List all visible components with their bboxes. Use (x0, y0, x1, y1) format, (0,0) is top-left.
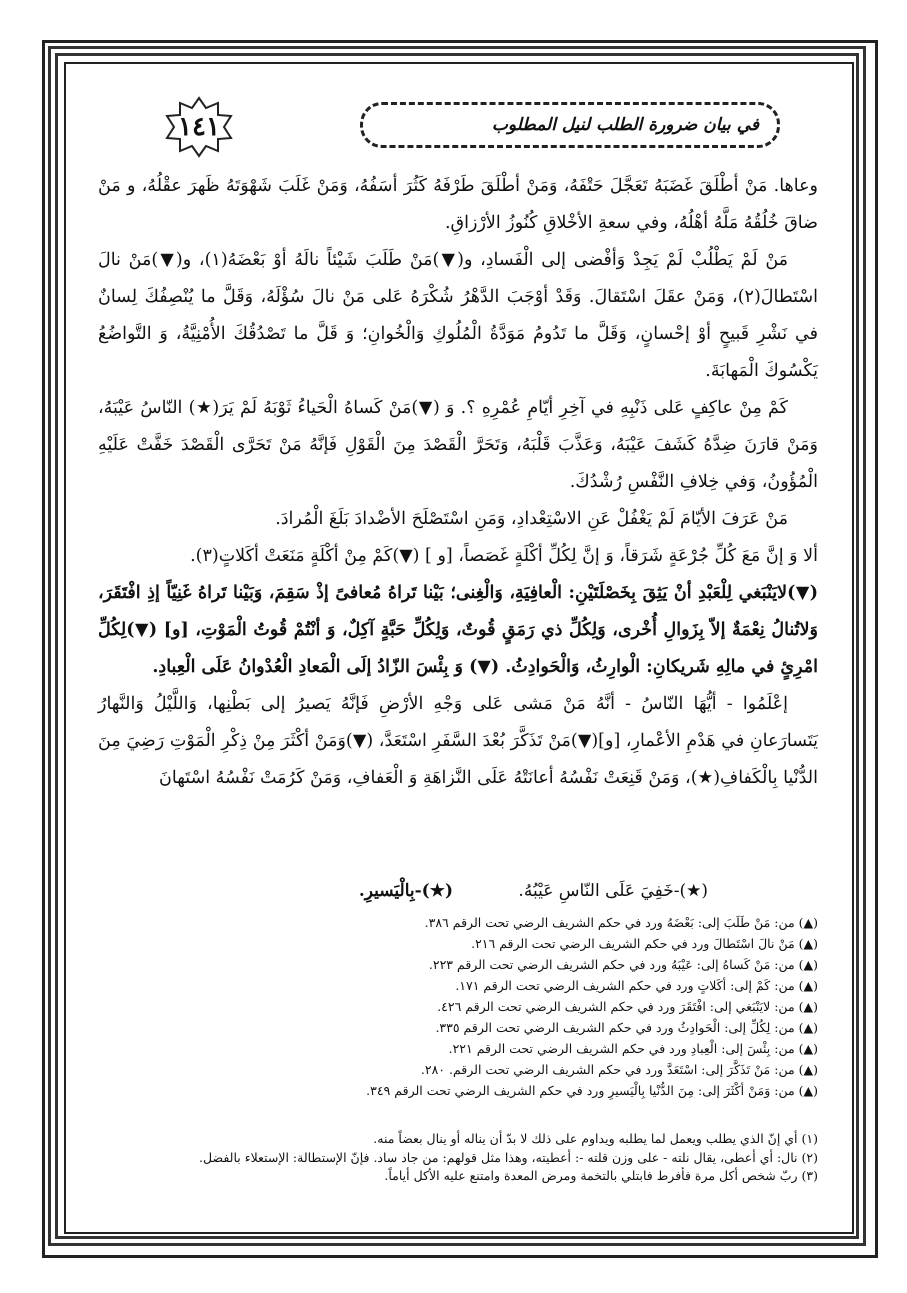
reference-line: (▲) من: بِئْسَ إلى: الْعِبادِ ورد في حكم الشريف الرضي تحت الرقم ٢٢١. (448, 1041, 818, 1056)
paragraph: مَنْ لَمْ يَطْلُبْ لَمْ يَجِدْ وَأفْضى إلى الْفَسادِ، و(▼)مَنْ طَلَبَ شَيْئاً نالَهُ أوْ بَعْضَهُ(١)، و(▼)مَنْ نالَ اسْتَطالَ(٢)، وَمَنْ عقَلَ اسْتَقالَ. وَقَدْ أوْجَبَ الدَّهْرُ شُكْرَهُ عَلى مَنْ نالَ سُؤْلَهُ، وَقَلَّ ما يُنْصِفُكَ لِسانٌ في نَشْرِ قَبيحٍ أوْ إحْسانٍ، وَقَلَّ ما تَدُومُ مَوَدَّةُ الْمُلُوكِ وَالْخُوانِ؛ وَ قَلَّ ما تَصْدُقُكَ الأُمْنِيَّةُ، وَ التَّواضُعُ يَكْسُوكَ الْمَهابَةَ. (98, 250, 818, 381)
footnote: (٣) ربّ شخص أكل مرة فأفرط فابتلي بالتخمة ومرض المعدة وامتنع عليه الأكل أياماً. (384, 1168, 818, 1183)
paragraph: (▼)لايَنْبَغي لِلْعَبْدِ أنْ يَثِقَ بِخَصْلَتَيْنِ: الْعافِيَةِ، وَالْغِنى؛ بَيْنا تَراهُ مُعافىً إذْ سَقِمَ، وَبَيْنا تَراهُ غَنِيّاً إذِ افْتَقَرَ، وَلاتُنالُ نِعْمَةٌ إلاّ بِزَوالِ أُخْرى، وَلِكُلِّ ذي رَمَقٍ قُوتٌ، وَلِكُلِّ حَبَّةٍ آكِلٌ، وَ أنْتُمْ قُوتُ الْمَوْتِ، [و] (▼)لِكُلِّ امْرِئٍ في مالِهِ شَريكانِ: الْوارِثُ، وَالْحَوادِثُ. (▼) وَ بِئْسَ الزّادُ إلَى الْمَعادِ الْعُدْوانُ عَلَى الْعِبادِ. (98, 583, 818, 677)
reference-line: (▲) من: لِكُلِّ إلى: الْحَوادِثُ ورد في حكم الشريف الرضي تحت الرقم ٣٣٥. (435, 1020, 818, 1035)
chapter-title: في بيان ضرورة الطلب لنيل المطلوب (360, 102, 780, 148)
reference-line: (▲) من: لايَنْبَغي إلى: افْتَقَرَ ورد في حكم الشريف الرضي تحت الرقم ٤٢٦. (437, 999, 818, 1014)
reference-line: (▲) من: مَنْ تَذَكَّرَ إلى: اسْتَعَدَّ ورد في حكم الشريف الرضي تحت الرقم. ٢٨٠. (420, 1062, 818, 1077)
reference-line: (▲) مَنْ نالَ اسْتَطالَ ورد في حكم الشريف الرضي تحت الرقم ٢١٦. (471, 936, 818, 951)
reference-line: (▲) من: كَمْ إلى: أكَلاتٍ ورد في حكم الشريف الرضي تحت الرقم ١٧١. (455, 978, 818, 993)
star-notes (98, 878, 818, 904)
paragraph: مَنْ عَرَفَ الأيّامَ لَمْ يَغْفُلْ عَنِ الاسْتِعْدادِ، وَمَنِ اسْتَصْلَحَ الأضْدادَ بَلَغَ الْمُرادَ. (275, 509, 788, 529)
footnote: (٢) نال: أي أعطى، يقال نلته - على وزن قلته -: أعطيته، وهذا مثل قولهم: من جاد ساد. فإنّ الإستطالة: الإستعلاء بالفضل. (199, 1149, 818, 1165)
paragraph: ألا وَ إنَّ مَعَ كُلِّ جُرْعَةٍ شَرَقاً، وَ إنَّ لِكُلِّ أكْلَةٍ غَصَصاً، [و ] (▼)كَمْ مِنْ أكْلَةٍ مَنَعَتْ أكَلاتٍ(٣). (190, 546, 818, 566)
footnotes (98, 1130, 818, 1186)
page-header (150, 96, 780, 158)
footnote: (١) أي إنّ الذي يطلب ويعمل لما يطلبه ويداوم على ذلك لا بدّ أن يناله أو ينال بعضاً منه. (373, 1131, 818, 1146)
source-references (98, 912, 818, 1101)
page-number-badge (160, 96, 238, 158)
reference-line: (▲) من: مَنْ طَلَبَ إلى: بَعْضَهُ ورد في حكم الشريف الرضي تحت الرقم ٣٨٦. (424, 915, 818, 930)
reference-line: (▲) من: مَنْ كَساهُ إلى: عَيْبَهُ ورد في حكم الشريف الرضي تحت الرقم ٢٢٣. (428, 957, 818, 972)
paragraph: كَمْ مِنْ عاكِفٍ عَلى ذَنْبِهِ في آخِرِ أيّامِ عُمْرِهِ ؟. وَ (▼)مَنْ كَساهُ الْحَياءُ ثَوْبَهُ لَمْ يَرَ(★) النّاسُ عَيْبَهُ، وَمَنْ قارَنَ ضِدَّهُ كَشَفَ عَيْبَهُ، وَعَذَّبَ قَلْبَهُ، وَتَحَرَّ الْقَصْدَ مِنَ الْقَوْلِ فَإنَّهُ مَنْ تَحَرَّى الْقَصْدَ خَفَّتْ عَلَيْهِ الْمُؤُونُ، وَفي خِلافِ النَّفْسِ رُشْدُكَ. (98, 398, 818, 492)
star-note: (★)-بِالْيَسيرِ. (358, 881, 454, 901)
reference-line: (▲) من: وَمَنْ أكْثَرَ إلى: مِنَ الدُّنْيا بِالْيَسيرِ ورد في حكم الشريف الرضي تحت الرقم ٣٤٩. (366, 1083, 818, 1098)
paragraph: وعاها. مَنْ أطْلَقَ غَضَبَهُ تَعَجَّلَ حَتْفَهُ، وَمَنْ أطْلَقَ طَرْفَهُ كَثُرَ أسَفُهُ، وَمَنْ غَلَبَ شَهْوَتَهُ ظَهرَ عقْلُهُ، و مَنْ ضاقَ خُلُقُهُ مَلَّهُ أهْلُهُ، وفي سعةِ الأخْلاقِ كُنُوزُ الأرْزاقِ. (98, 176, 818, 233)
paragraph: إعْلَمُوا - أيُّهَا النّاسُ - أنَّهُ مَنْ مَشى عَلى وَجْهِ الأرْضِ فَإنَّهُ يَصيرُ إلى بَطْنِها، وَاللَّيْلُ وَالنَّهارُ يَتَسارَعانِ في هَدْمِ الأعْمارِ، [و](▼)مَنْ تَذَكَّرَ بُعْدَ السَّفَرِ اسْتَعَدَّ، (▼)وَمَنْ أكْثَرَ مِنْ ذِكْرِ الْمَوْتِ رَضِيَ مِنَ الدُّنْيا بِالْكَفافِ(★)، وَمَنْ قَنِعَتْ نَفْسُهُ أعانَتْهُ عَلَى النَّزاهَةِ وَ الْعَفافِ، وَمَنْ كَرُمَتْ نَفْسُهُ اسْتَهانَ (98, 694, 818, 788)
page-number: ١٤١ (178, 112, 220, 142)
main-text (98, 168, 818, 797)
star-note: (★)-خَفِيَ عَلَى النّاسِ عَيْبُهُ. (518, 881, 708, 901)
